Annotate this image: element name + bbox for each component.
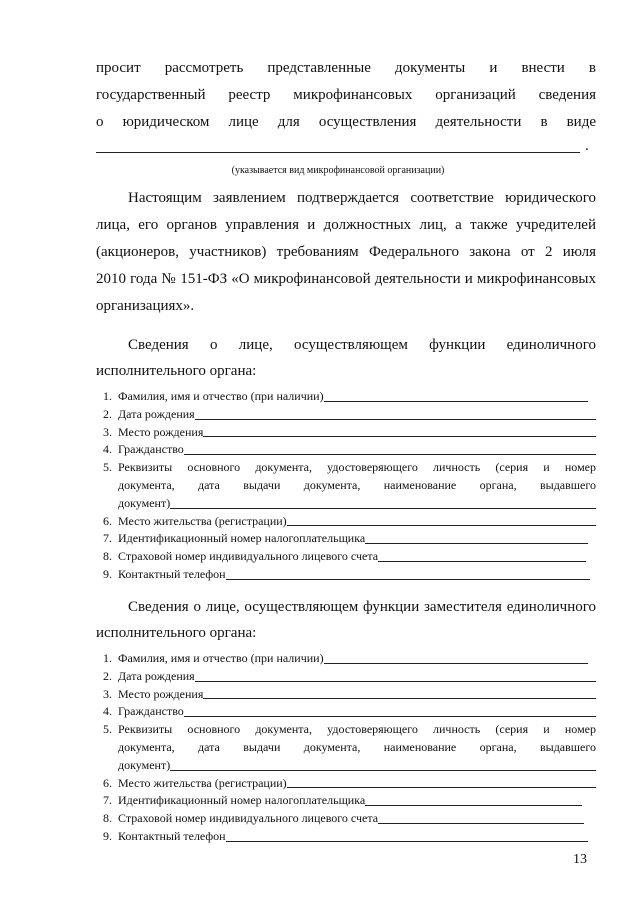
- item-label: Страховой номер индивидуального лицевого счета: [118, 549, 379, 564]
- input-line[interactable]: [170, 770, 596, 771]
- item-number: 2.: [103, 406, 112, 421]
- item-label: Контактный телефон: [118, 828, 226, 843]
- input-line[interactable]: [226, 841, 588, 842]
- input-line[interactable]: [203, 436, 596, 437]
- input-line[interactable]: [226, 579, 590, 580]
- item-label: документа, дата выдачи документа, наименование органа, выдавшего: [118, 739, 596, 754]
- item-number: 9.: [103, 828, 112, 843]
- item-label: Реквизиты основного документа, удостоверяющего личность (серия и номер: [118, 460, 596, 475]
- input-line[interactable]: [195, 681, 596, 682]
- item-number: 5.: [103, 722, 112, 737]
- item-number: 6.: [103, 775, 112, 790]
- statement-line: 2010 года № 151-ФЗ «О микрофинансовой деятельности и микрофинансовых: [96, 271, 596, 287]
- item-label: Дата рождения: [118, 668, 195, 683]
- input-line[interactable]: [287, 787, 596, 788]
- item-label: Место жительства (регистрации): [118, 513, 287, 528]
- input-line[interactable]: [324, 663, 588, 664]
- list-item: [96, 668, 596, 686]
- input-line[interactable]: [195, 419, 596, 420]
- item-number: 8.: [103, 811, 112, 826]
- organization-type-caption: (указывается вид микрофинансовой организации): [231, 165, 445, 176]
- item-label: Место рождения: [118, 424, 204, 439]
- input-line[interactable]: [184, 454, 596, 455]
- page-number: 13: [573, 852, 587, 867]
- list-item: [96, 775, 596, 793]
- list-item: [96, 566, 596, 584]
- intro-line-end: .: [585, 138, 589, 154]
- item-label: Реквизиты основного документа, удостоверяющего личность (серия и номер: [118, 722, 596, 737]
- section2-list: [96, 650, 596, 846]
- item-number: 1.: [103, 651, 112, 665]
- item-number: 8.: [103, 549, 112, 564]
- item-number: 1.: [103, 389, 112, 403]
- list-item: [96, 810, 596, 828]
- item-label: Контактный телефон: [118, 566, 226, 581]
- item-number: 7.: [103, 531, 112, 546]
- item-label: Страховой номер индивидуального лицевого счета: [118, 811, 379, 826]
- item-label: Фамилия, имя и отчество (при наличии): [118, 651, 324, 665]
- list-item: [96, 721, 596, 774]
- input-line[interactable]: [324, 401, 588, 402]
- input-line[interactable]: [365, 543, 588, 544]
- item-label: документ): [118, 757, 171, 772]
- item-label: Идентификационный номер налогоплательщика: [118, 531, 366, 546]
- intro-line-2: государственный реестр микрофинансовых организаций сведения: [96, 87, 596, 103]
- intro-line-1: просит рассмотреть представленные документы и внести в: [96, 60, 596, 76]
- statement-line: Настоящим заявлением подтверждается соответствие юридического: [128, 190, 596, 206]
- section2-heading-cont: исполнительного органа:: [96, 625, 257, 641]
- item-number: 7.: [103, 793, 112, 808]
- statement-line: организациях».: [96, 298, 195, 314]
- statement-line: (акционеров, участников) требованиям Федерального закона от 2 июля: [96, 244, 596, 260]
- list-item: [96, 513, 596, 531]
- item-label: Дата рождения: [118, 406, 195, 421]
- item-number: 2.: [103, 668, 112, 683]
- input-line[interactable]: [365, 805, 582, 806]
- input-line[interactable]: [184, 716, 596, 717]
- input-line[interactable]: [203, 698, 596, 699]
- statement-paragraph: [96, 185, 596, 320]
- list-item: [96, 686, 596, 704]
- list-item: [96, 424, 596, 442]
- section1-heading: Сведения о лице, осуществляющем функции единоличного: [128, 337, 596, 353]
- input-line[interactable]: [287, 525, 596, 526]
- input-line[interactable]: [170, 508, 596, 509]
- input-line[interactable]: [378, 561, 586, 562]
- list-item: [96, 388, 596, 406]
- input-line[interactable]: [378, 823, 584, 824]
- list-item: [96, 792, 596, 810]
- organization-type-field[interactable]: [96, 152, 580, 153]
- list-item: [96, 650, 596, 668]
- item-label: Место жительства (регистрации): [118, 775, 287, 790]
- list-item: [96, 406, 596, 424]
- list-item: [96, 530, 596, 548]
- list-item: [96, 441, 596, 459]
- section1-list: [96, 388, 596, 584]
- item-number: 6.: [103, 513, 112, 528]
- item-number: 5.: [103, 460, 112, 475]
- statement-line: лица, его органов управления и должностных лиц, а также учредителей: [96, 217, 596, 233]
- item-label: Гражданство: [118, 442, 184, 457]
- item-number: 4.: [103, 704, 112, 719]
- section2-heading: Сведения о лице, осуществляющем функции заместителя единоличного: [128, 599, 596, 615]
- item-number: 3.: [103, 686, 112, 701]
- item-label: документа, дата выдачи документа, наименование органа, выдавшего: [118, 477, 596, 492]
- item-number: 3.: [103, 424, 112, 439]
- item-label: Гражданство: [118, 704, 184, 719]
- list-item: [96, 703, 596, 721]
- section1-heading-cont: исполнительного органа:: [96, 363, 257, 379]
- list-item: [96, 828, 596, 846]
- item-number: 9.: [103, 566, 112, 581]
- item-label: документ): [118, 495, 171, 510]
- intro-line-3: о юридическом лице для осуществления деятельности в виде: [96, 114, 596, 130]
- item-label: Идентификационный номер налогоплательщика: [118, 793, 366, 808]
- list-item: [96, 548, 596, 566]
- list-item: [96, 459, 596, 512]
- item-label: Место рождения: [118, 686, 204, 701]
- item-label: Фамилия, имя и отчество (при наличии): [118, 389, 324, 403]
- item-number: 4.: [103, 442, 112, 457]
